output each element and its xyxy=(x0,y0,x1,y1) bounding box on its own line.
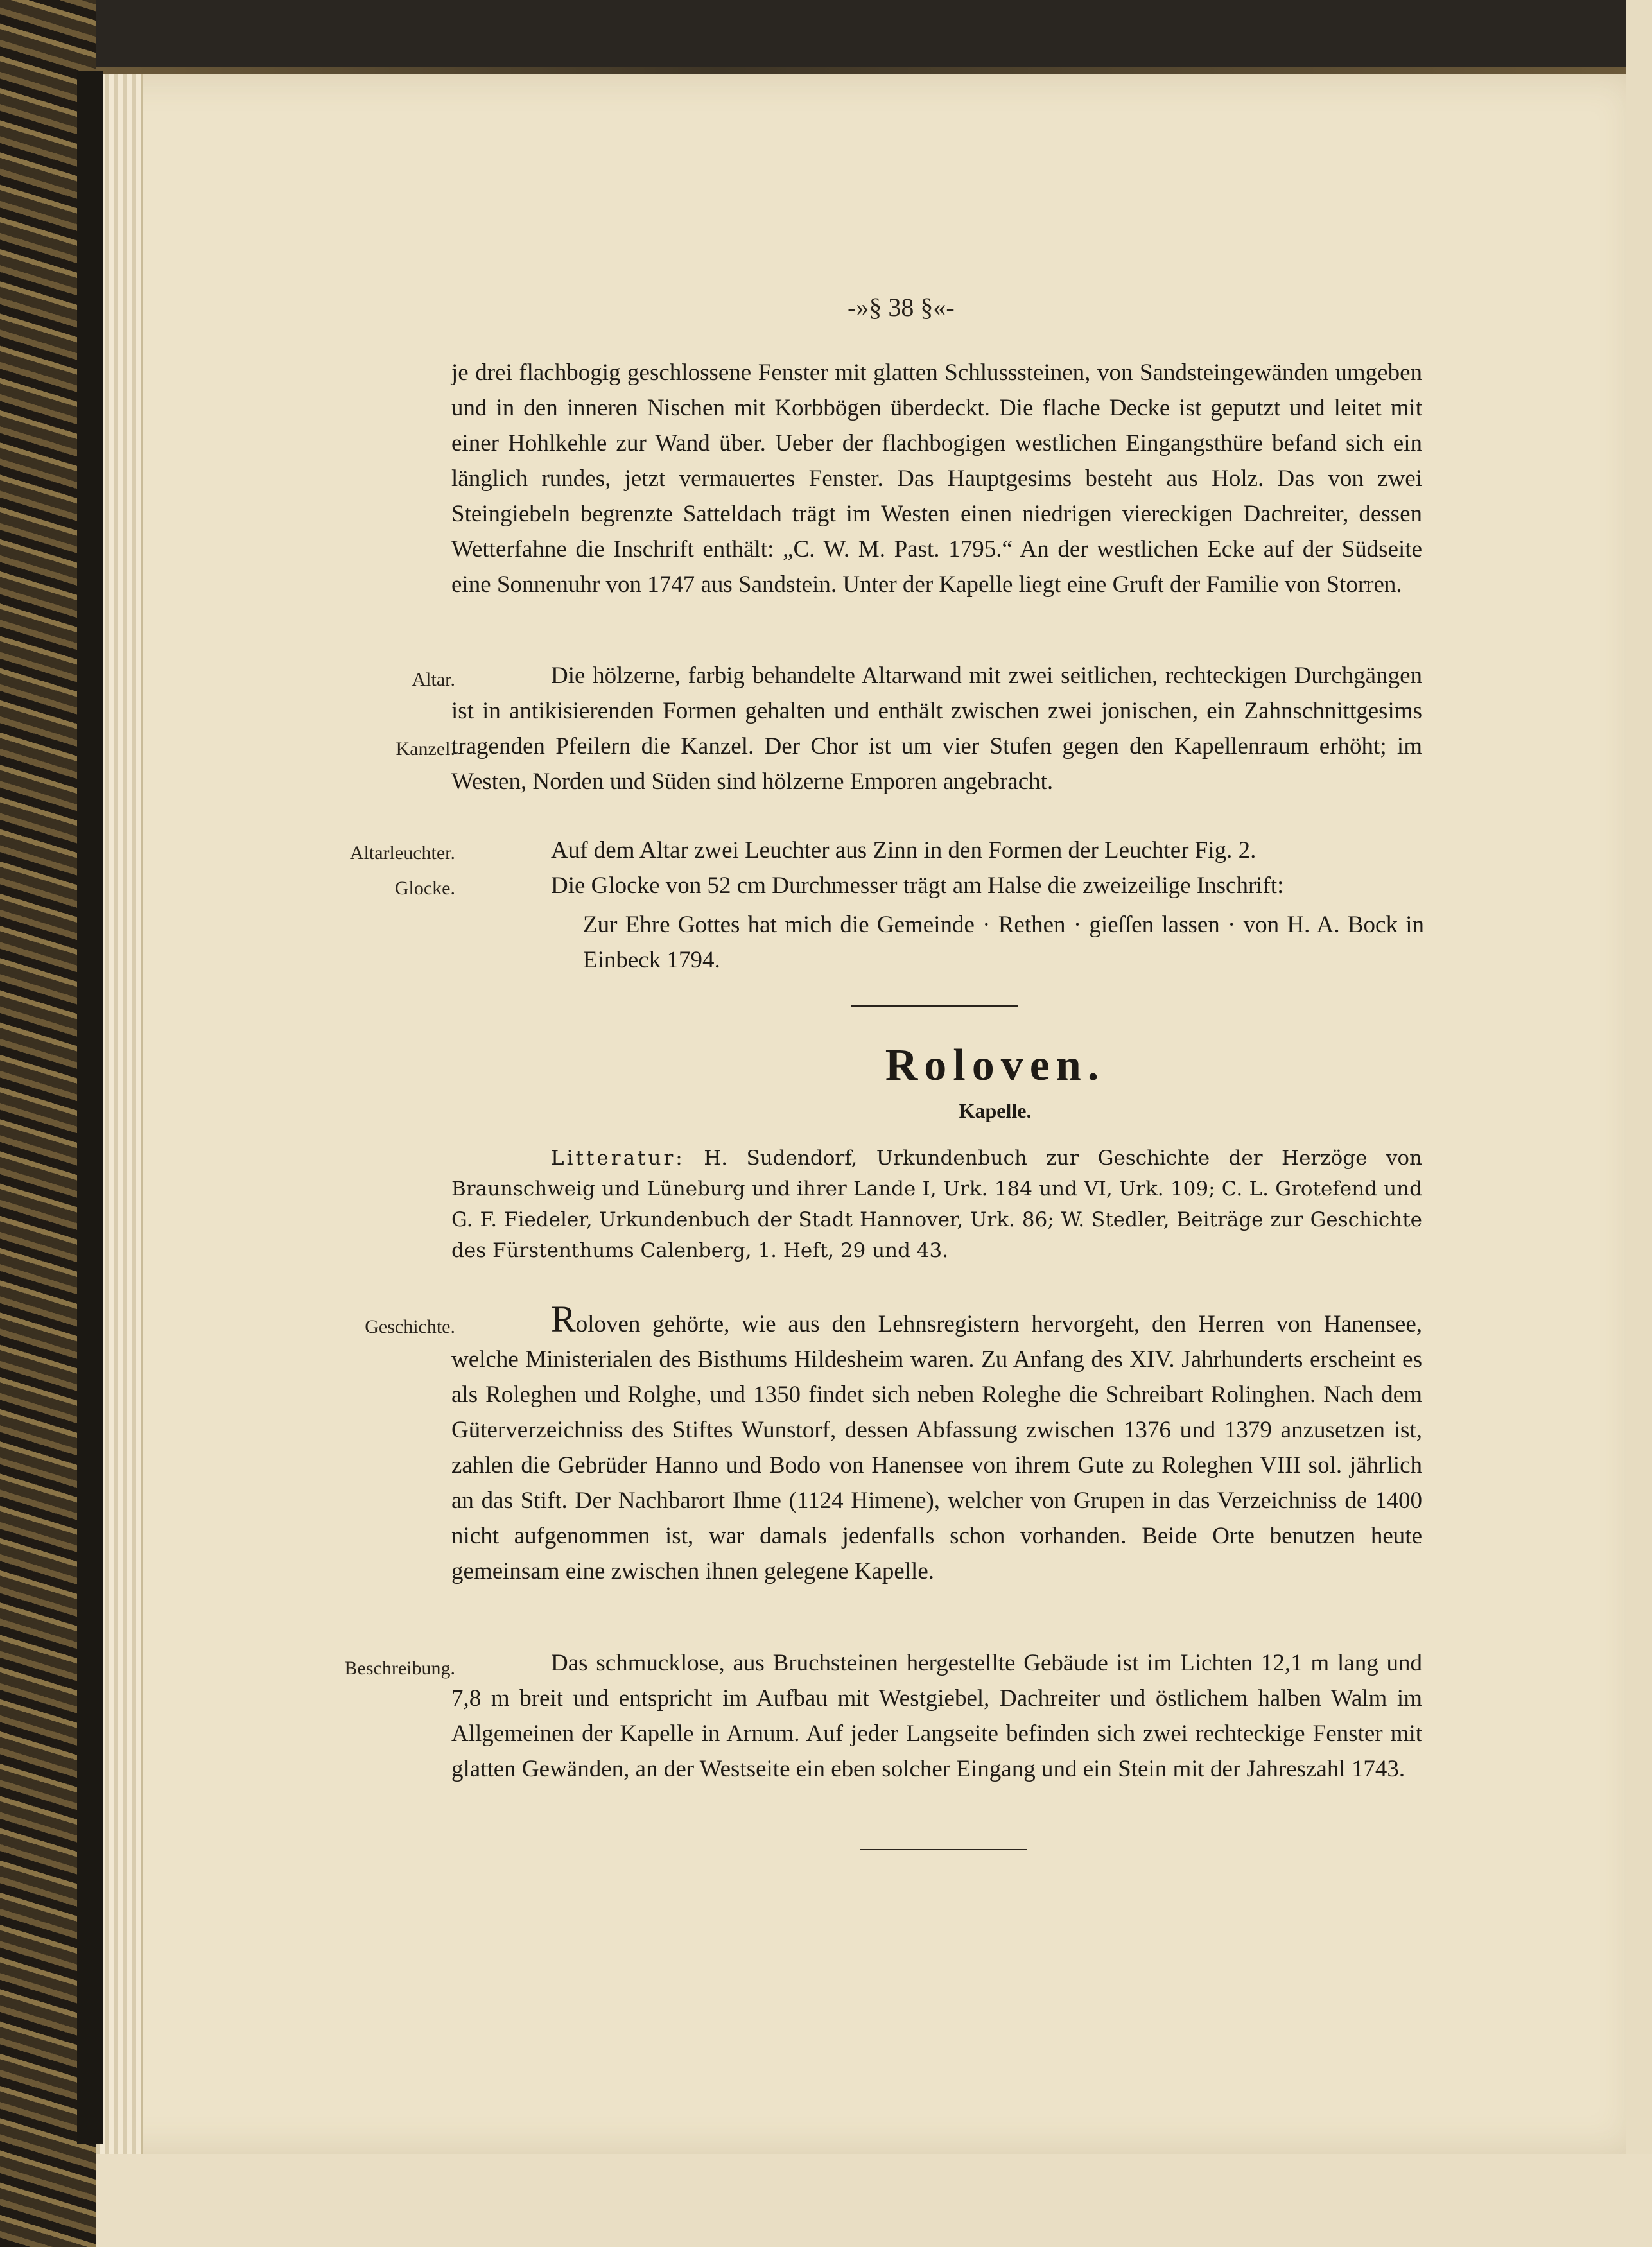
margin-note-altar: Altar. xyxy=(412,669,455,690)
margin-note-kanzel: Kanzel. xyxy=(396,738,455,759)
cover-inner-edge xyxy=(77,71,103,2144)
altar-text: Die hölzerne, farbig behandelte Altarwand mit zwei seitlichen, rechteckigen Durchgängen ist in antikisierenden Formen gehalten und enthält zwischen zwei jonischen, ein Zahnschnittgesims tragenden Pfeilern die Kanzel. Der Chor ist um vier Stufen gegen den Kapellenraum erhöht; im Westen, Norden und Süden sind hölzerne Emporen angebracht. xyxy=(451,663,1422,795)
literature-paragraph xyxy=(451,1143,1422,1266)
inscription-text: Zur Ehre Gottes hat mich die Gemeinde · Rethen · gieſſen lassen · von H. A. Bock in Einbeck 1794. xyxy=(583,912,1424,973)
continuation-paragraph xyxy=(451,355,1422,602)
continuation-text: je drei flachbogig geschlossene Fenster mit glatten Schlusssteinen, von Sandsteingewänden umgeben und in den inneren Nischen mit Korbbögen überdeckt. Die flache Decke ist geputzt und leitet mit einer Hohlkehle zur Wand über. Ueber der flachbogigen westlichen Eingangsthüre befand sich ein länglich rundes, jetzt vermauertes Fenster. Das Hauptgesims besteht aus Holz. Das von zwei Steingiebeln begrenzte Satteldach trägt im Westen einen niedrigen viereckigen Dachreiter, dessen Wetterfahne die Inschrift enthält: „C. W. M. Past. 1795.“ An der westlichen Ecke auf der Südseite eine Sonnenuhr von 1747 aus Sandstein. Unter der Kapelle liegt eine Gruft der Familie von Storren. xyxy=(451,360,1422,598)
right-margin-background xyxy=(1626,0,1652,2247)
description-paragraph xyxy=(451,1645,1422,1787)
glocke-text: Die Glocke von 52 cm Durchmesser trägt am Halse die zweizeilige Inschrift: xyxy=(551,872,1284,899)
margin-note-beschreibung: Beschreibung. xyxy=(344,1658,455,1679)
page-number-header: -»§ 38 §«- xyxy=(848,293,955,322)
margin-note-geschichte: Geschichte. xyxy=(365,1316,455,1337)
literature-label: Litteratur: xyxy=(551,1147,685,1170)
leuchter-paragraph xyxy=(451,833,1422,868)
altar-paragraph xyxy=(451,658,1422,799)
section-divider xyxy=(851,1005,1018,1007)
glocke-paragraph xyxy=(451,868,1422,903)
page-stack-edge xyxy=(96,74,143,2154)
bottom-background xyxy=(96,2154,1652,2247)
literature-text: H. Sudendorf, Urkundenbuch zur Geschichte der Herzöge von Braunschweig und Lüneburg und ihrer Lande I, Urk. 184 und VI, Urk. 109; C. L. Grotefend und G. F. Fiedeler, Urkundenbuch der Stadt Hannover, Urk. 86; W. Stedler, Beiträge zur Geschichte des Fürstenthums Calenberg, 1. Heft, 29 und 43. xyxy=(451,1147,1422,1262)
history-paragraph xyxy=(451,1298,1422,1589)
end-rule xyxy=(860,1849,1027,1850)
history-text: oloven gehörte, wie aus den Lehnsregistern hervorgeht, den Herren von Hanensee, welche Ministerialen des Bisthums Hildesheim waren. Zu Anfang des XIV. Jahrhunderts erscheint es als Roleghen und Rolghe, und 1350 findet sich neben Roleghe die Schreibart Rolinghen. Nach dem Güterverzeichniss des Stiftes Wunstorf, dessen Abfassung zwischen 1376 und 1379 anzusetzen ist, zahlen die Gebrüder Hanno und Bodo von Hanensee von ihrem Gute zu Roleghen VIII sol. jährlich an das Stift. Der Nachbarort Ihme (1124 Himene), welcher von Grupen in das Verzeichniss de 1400 nicht aufgenommen ist, war damals jedenfalls schon vorhanden. Beide Orte benutzen heute gemeinsam eine zwischen ihnen gelegene Kapelle. xyxy=(451,1311,1422,1584)
margin-note-altarleuchter: Altarleuchter. xyxy=(349,842,455,863)
section-title: Roloven. xyxy=(885,1041,1106,1090)
description-text: Das schmucklose, aus Bruchsteinen hergestellte Gebäude ist im Lichten 12,1 m lang und 7,8 m breit und entspricht im Aufbau mit Westgiebel, Dachreiter und östlichem halben Walm im Allgemeinen der Kapelle in Arnum. Auf jeder Langseite befinden sich zwei rechteckige Fenster mit glatten Gewänden, an der Westseite ein eben solcher Eingang und ein Stein mit der Jahreszahl 1743. xyxy=(451,1650,1422,1782)
bell-inscription xyxy=(583,907,1424,978)
margin-note-glocke: Glocke. xyxy=(394,878,455,899)
leuchter-text: Auf dem Altar zwei Leuchter aus Zinn in den Formen der Leuchter Fig. 2. xyxy=(551,837,1256,863)
section-subtitle: Kapelle. xyxy=(959,1099,1032,1122)
history-initial: R xyxy=(551,1298,576,1340)
